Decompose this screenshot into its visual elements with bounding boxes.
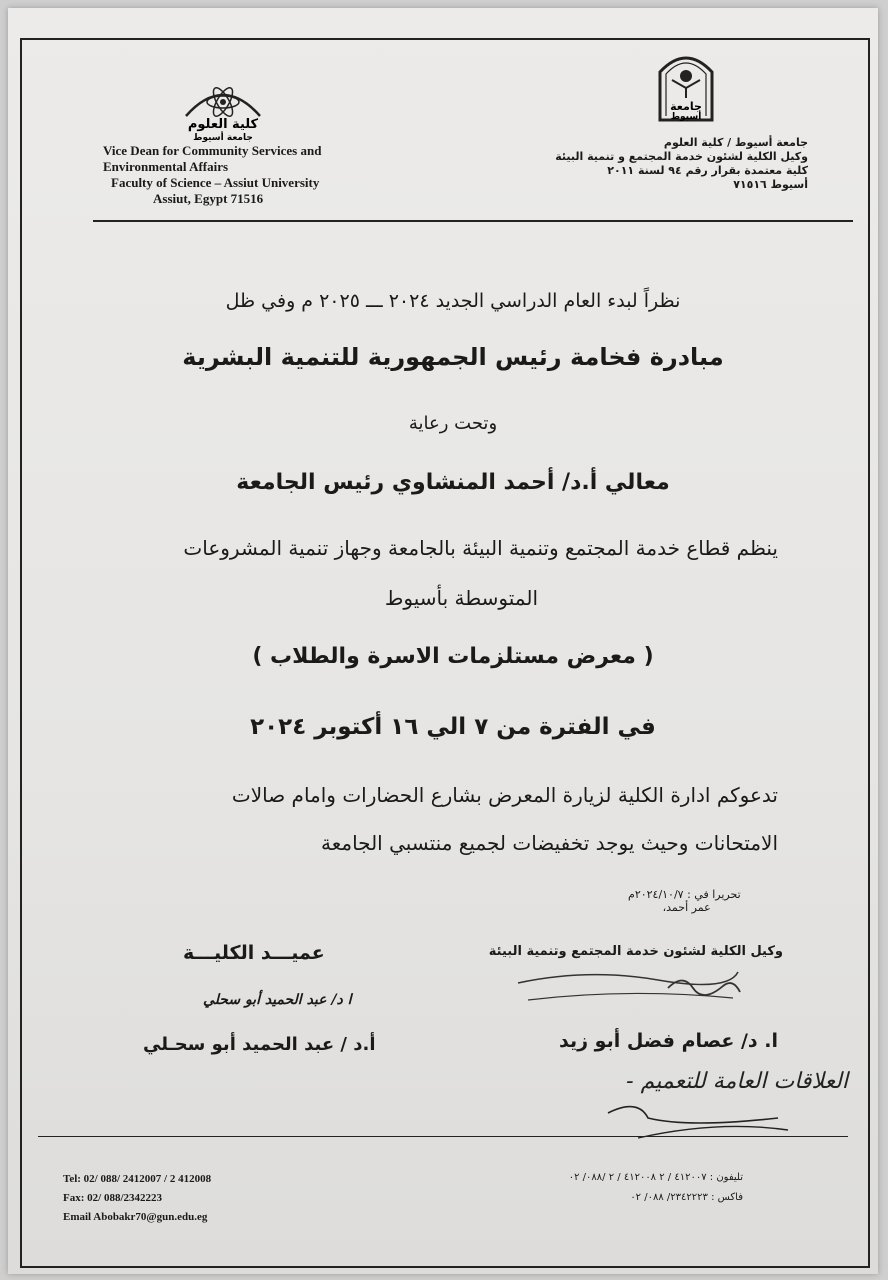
vice-dean-title: وكيل الكلية لشئون خدمة المجتمع وتنمية البيئة — [488, 944, 783, 959]
vice-dean-signature — [508, 958, 748, 1018]
svg-text:جامعة أسيوط: جامعة أسيوط — [193, 133, 253, 142]
header-line: وكيل الكلية لشئون خدمة المجتمع و تنمية البيئة — [555, 150, 808, 163]
footer-tel-ar: تليفون : ٤١٢٠٠٧ / ٢ ٤١٢٠٠٨ / ٢ /٠٨٨/ ٠٢ — [568, 1172, 743, 1183]
header-line: Vice Dean for Community Services and — [103, 143, 322, 158]
document-page — [8, 8, 878, 1274]
header-line: Faculty of Science – Assiut University — [111, 175, 320, 190]
exhibition-dates: في الفترة من ٧ الي ١٦ أكتوبر ٢٠٢٤ — [250, 714, 656, 740]
svg-text:كلية العلوم: كلية العلوم — [187, 117, 259, 132]
header-line: كلية معتمدة بقرار رقم ٩٤ لسنة ٢٠١١ — [607, 164, 808, 177]
svg-text:جامعة: جامعة — [670, 100, 702, 113]
header-line: Environmental Affairs — [103, 159, 229, 174]
handwritten-note-text: - العلاقات العامة للتعميم — [626, 1069, 848, 1094]
header-english-address — [103, 143, 383, 207]
header-line: جامعة أسيوط / كلية العلوم — [663, 136, 808, 149]
footer-tel: Tel: 02/ 088/ 2412007 / 2 412008 — [63, 1173, 212, 1185]
dean-title: عميـــد الكليـــة — [183, 942, 325, 964]
patronage-line: وتحت رعاية — [408, 413, 498, 434]
footer-fax-ar: فاكس : ٢٣٤٢٢٢٣/ ٠٨٨/ ٠٢ — [630, 1192, 743, 1203]
header-line: أسيوط ٧١٥١٦ — [733, 178, 808, 191]
exhibition-title: ( معرض مستلزمات الاسرة والطلاب ) — [252, 644, 654, 669]
dean-stamp: ا د/ عبد الحميد أبو سحلي — [203, 992, 352, 1008]
initiative-heading: مبادرة فخامة رئيس الجمهورية للتنمية البشرية — [182, 343, 724, 371]
header-divider — [93, 220, 853, 222]
intro-line: نظراً لبدء العام الدراسي الجديد ٢٠٢٤ ـــ ٢٠٢٥ م وفي ظل — [225, 290, 681, 312]
header-line: Assiut, Egypt 71516 — [153, 191, 264, 206]
svg-text:أسيوط: أسيوط — [670, 112, 702, 122]
dean-name: أ.د / عبد الحميد أبو سحـلي — [143, 1034, 376, 1055]
assiut-university-logo — [654, 50, 718, 122]
organizer-paragraph-cont: المتوسطة بأسيوط — [384, 586, 538, 610]
vice-dean-name: ا. د/ عصام فضل أبو زيد — [559, 1030, 778, 1052]
footer-contact-english — [63, 1170, 211, 1227]
footer-contact-arabic — [569, 1168, 743, 1208]
header-arabic-address — [488, 136, 808, 192]
written-date: تحريرا في : ٢٠٢٤/١٠/٧م — [628, 888, 741, 901]
handwritten-note — [578, 1058, 858, 1148]
invitation-paragraph-cont: الامتحانات وحيث يوجد تخفيضات لجميع منتسبي الجامعة — [320, 831, 778, 855]
date-block — [628, 888, 741, 914]
president-line: معالي أ.د/ أحمد المنشاوي رئيس الجامعة — [236, 470, 670, 495]
writer-name: عمر أحمد، — [662, 901, 711, 914]
invitation-paragraph: تدعوكم ادارة الكلية لزيارة المعرض بشارع الحضارات وامام صالات — [231, 783, 778, 807]
faculty-of-science-logo — [178, 78, 268, 142]
footer-fax: Fax: 02/ 088/2342223 — [63, 1192, 162, 1204]
footer-divider — [38, 1136, 848, 1137]
organizer-paragraph: ينظم قطاع خدمة المجتمع وتنمية البيئة بالجامعة وجهاز تنمية المشروعات — [183, 536, 778, 560]
footer-email: Email Abobakr70@gun.edu.eg — [63, 1211, 208, 1223]
